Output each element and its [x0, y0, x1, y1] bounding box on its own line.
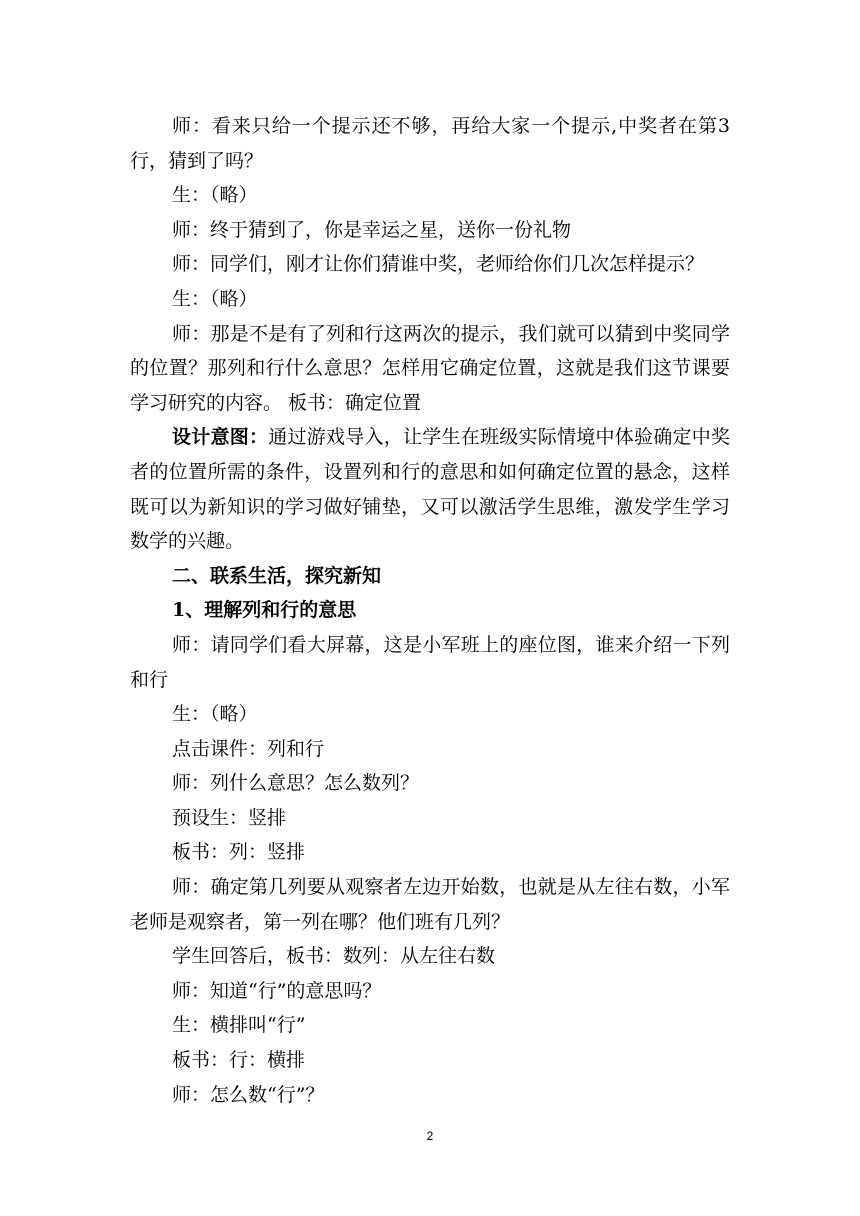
design-intent-text: 通过游戏导入，让学生在班级实际情境中体验确定中奖者的位置所需的条件，设置列和行的意思和如何确定位置的悬念，这样既可以为新知识的学习做好铺垫，又可以激活学生思维，激发学生学习数学的兴趣。 [130, 426, 730, 553]
paragraph: 生：（略） [172, 184, 258, 207]
paragraph: 师：终于猜到了，你是幸运之星，送你一份礼物 [172, 218, 572, 241]
subsection-heading: 1、理解列和行的意思 [172, 599, 357, 622]
paragraph: 板书：列：竖排 [172, 841, 306, 864]
paragraph: 师：那是不是有了列和行这两次的提示，我们就可以猜到中奖同学的位置？那列和行什么意思？怎样用它确定位置，这就是我们这节课要学习研究的内容。 板书：确定位置 [130, 322, 730, 414]
paragraph: 师：确定第几列要从观察者左边开始数，也就是从左往右数，小军老师是观察者，第一列在哪？他们班有几列？ [130, 876, 730, 933]
design-intent-label: 设计意图： [172, 426, 269, 449]
paragraph: 师：请同学们看大屏幕，这是小军班上的座位图，谁来介绍一下列和行 [130, 633, 730, 691]
paragraph: 生：（略） [172, 287, 258, 310]
paragraph: 学生回答后，板书：数列：从左往右数 [172, 945, 496, 968]
paragraph: 板书：行：横排 [172, 1049, 306, 1072]
paragraph: 点击课件：列和行 [172, 737, 325, 760]
paragraph: 生：（略） [172, 703, 258, 726]
section-heading: 二、联系生活，探究新知 [172, 564, 382, 587]
paragraph: 生：横排叫“行” [172, 1014, 306, 1037]
paragraph: 师：列什么意思？怎么数列？ [172, 772, 420, 795]
paragraph: 师：看来只给一个提示还不够，再给大家一个提示,中奖者在第3行，猜到了吗？ [130, 115, 730, 172]
paragraph: 师：知道“行”的意思吗？ [172, 979, 382, 1002]
page-number: 2 [426, 1129, 434, 1143]
paragraph: 师：怎么数“行”？ [172, 1083, 325, 1106]
paragraph: 师：同学们，刚才让你们猜谁中奖，老师给你们几次怎样提示？ [172, 253, 705, 276]
design-intent-paragraph [130, 420, 730, 558]
paragraph: 预设生：竖排 [172, 806, 287, 829]
document-body [130, 109, 730, 1112]
